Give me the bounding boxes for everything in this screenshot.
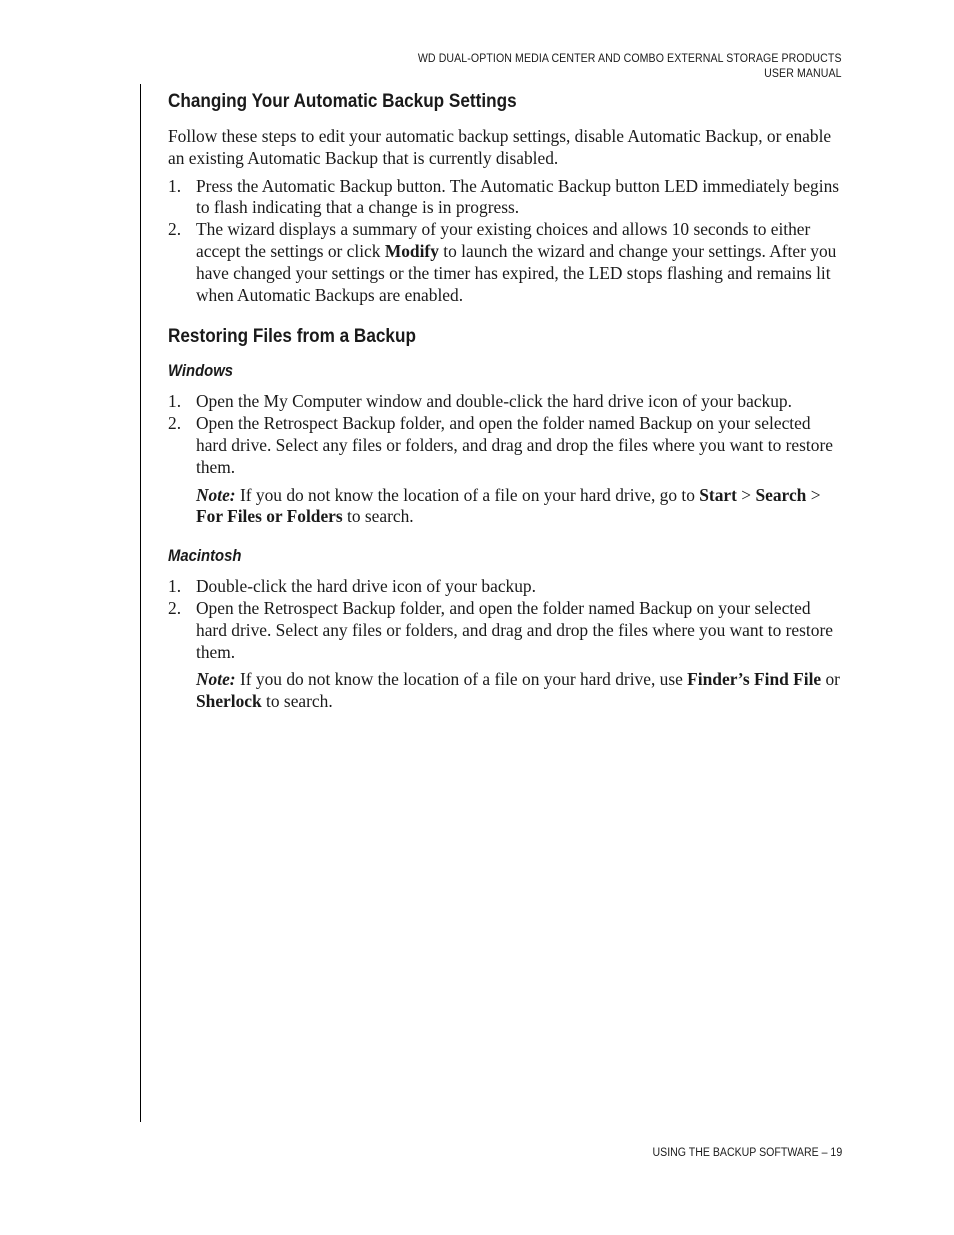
- page-footer: USING THE BACKUP SOFTWARE – 19: [652, 1147, 842, 1159]
- search-menu-reference: Search: [755, 484, 807, 505]
- list-item-number: 2.: [168, 219, 182, 240]
- note-label: Note:: [196, 669, 236, 690]
- page-body: [168, 89, 844, 713]
- section-heading-changing-backup-settings: Changing Your Automatic Backup Settings: [168, 90, 517, 112]
- list-item-number: 2.: [168, 597, 182, 618]
- list-item-text: Open the Retrospect Backup folder, and open the folder named Backup on your selected hard drive. Select any files or folders, and drag and drop the files where you want to restore them.: [196, 413, 833, 477]
- note-separator: >: [806, 484, 821, 505]
- settings-steps-list: [168, 176, 844, 307]
- list-item-text: Open the Retrospect Backup folder, and open the folder named Backup on your selected hard drive. Select any files or folders, and drag and drop the files where you want to restore them.: [196, 597, 833, 662]
- list-item-number: 1.: [168, 175, 182, 196]
- list-item: [168, 176, 844, 220]
- note-text: If you do not know the location of a file on your hard drive, use: [235, 669, 688, 690]
- section-heading-restoring-files: Restoring Files from a Backup: [168, 325, 416, 348]
- list-item-text: Open the My Computer window and double-click the hard drive icon of your backup.: [196, 391, 792, 412]
- list-item: [168, 391, 844, 413]
- modify-emphasis: Modify: [384, 240, 439, 261]
- windows-note: [168, 485, 844, 529]
- section-intro-paragraph: Follow these steps to edit your automatic backup settings, disable Automatic Backup, or enable an existing Automatic Backup that is currently disabled.: [168, 126, 832, 168]
- list-item: [168, 598, 844, 663]
- list-item-text-start: The wizard displays a summary of your existing choices and allows 10 seconds to either accept the settings or click: [196, 219, 811, 261]
- subsection-heading-windows: Windows: [168, 362, 234, 381]
- note-text: to search.: [261, 691, 333, 712]
- list-item: [168, 413, 844, 478]
- for-files-or-folders-reference: For Files or Folders: [196, 506, 343, 527]
- header-title: WD DUAL-OPTION MEDIA CENTER AND COMBO EXTERNAL STORAGE PRODUCTS: [418, 53, 842, 65]
- finders-find-file-reference: Finder’s Find File: [687, 669, 822, 690]
- note-separator: >: [736, 484, 756, 505]
- list-item-number: 1.: [168, 391, 182, 412]
- header-subtitle: USER MANUAL: [764, 68, 842, 80]
- list-item-text-end: to launch the wizard and change your settings. After you have changed your settings or the timer has expired, the LED stops flashing and remains lit when Automatic Backups are enabled.: [196, 240, 837, 305]
- sherlock-reference: Sherlock: [196, 691, 262, 712]
- windows-steps-list: [168, 391, 844, 478]
- note-label: Note:: [196, 484, 236, 505]
- start-menu-reference: Start: [699, 484, 737, 505]
- note-text: If you do not know the location of a file on your hard drive, go to: [235, 484, 700, 505]
- list-item-number: 1.: [168, 576, 182, 597]
- list-item-text: Press the Automatic Backup button. The Automatic Backup button LED immediately begins to flash indicating that a change is in progress.: [196, 175, 840, 218]
- macintosh-steps-list: [168, 576, 844, 663]
- macintosh-note: [168, 669, 844, 713]
- list-item: [168, 219, 844, 306]
- running-header: [418, 52, 842, 82]
- note-text: or: [821, 669, 840, 690]
- list-item-number: 2.: [168, 413, 182, 434]
- margin-rule: [140, 84, 141, 1122]
- subsection-heading-macintosh: Macintosh: [168, 547, 242, 566]
- list-item: [168, 576, 844, 598]
- list-item-text: Double-click the hard drive icon of your backup.: [196, 576, 536, 597]
- note-text: to search.: [342, 506, 414, 527]
